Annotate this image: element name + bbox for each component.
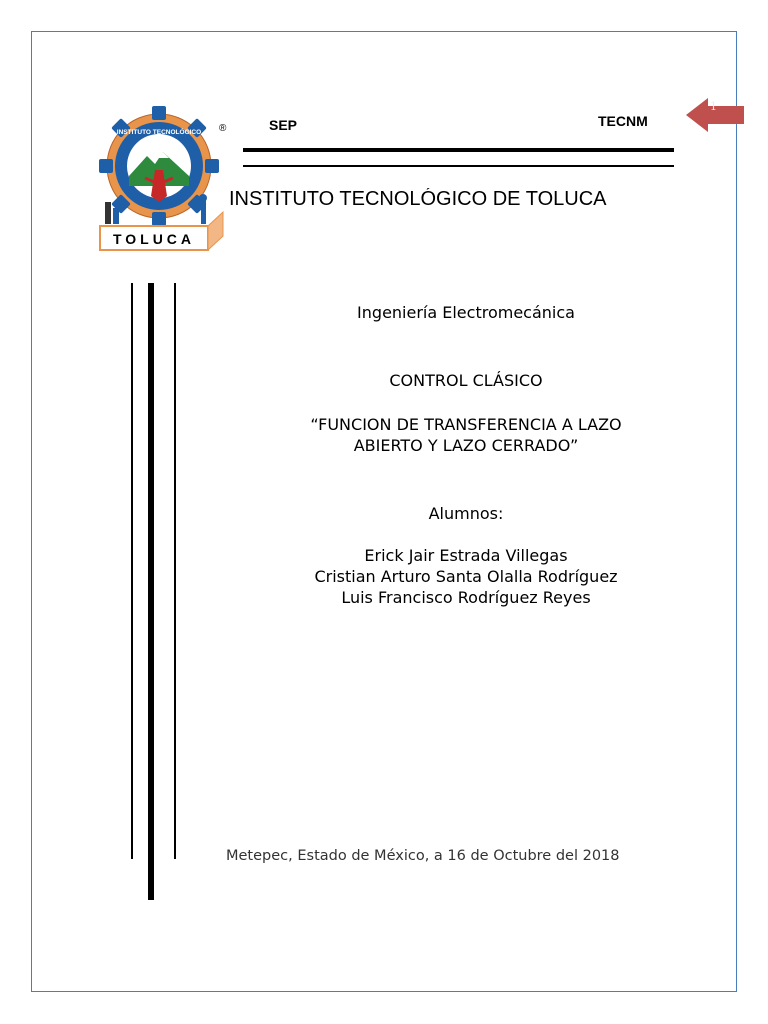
header-thick-rule bbox=[243, 148, 674, 152]
topic-line-2: ABIERTO Y LAZO CERRADO” bbox=[353, 436, 579, 455]
student-name: Erick Jair Estrada Villegas bbox=[364, 546, 568, 565]
toluca-institute-logo bbox=[97, 104, 232, 254]
left-thin-rule bbox=[131, 283, 133, 859]
page-marker-number: 1 bbox=[710, 100, 717, 113]
place-and-date: Metepec, Estado de México, a 16 de Octubre del 2018 bbox=[226, 848, 620, 864]
students-list bbox=[281, 545, 651, 608]
svg-text:INSTITUTO TECNOLÓGICO: INSTITUTO TECNOLÓGICO bbox=[116, 129, 202, 136]
right-thin-rule bbox=[174, 283, 176, 859]
registered-mark: ® bbox=[219, 123, 227, 134]
tecnm-label: TECNM bbox=[598, 113, 648, 129]
topic-line-1: “FUNCION DE TRANSFERENCIA A LAZO bbox=[310, 415, 622, 434]
student-name: Luis Francisco Rodríguez Reyes bbox=[341, 588, 591, 607]
topic-title bbox=[281, 414, 651, 456]
sep-label: SEP bbox=[269, 117, 298, 133]
institute-name: INSTITUTO TECNOLÓGICO DE TOLUCA bbox=[229, 188, 607, 210]
left-thick-rule bbox=[148, 283, 154, 900]
svg-text:TOLUCA: TOLUCA bbox=[112, 231, 196, 247]
career-name: Ingeniería Electromecánica bbox=[357, 303, 575, 322]
subject-name: CONTROL CLÁSICO bbox=[389, 371, 543, 390]
students-label: Alumnos: bbox=[428, 504, 504, 523]
header-thin-rule bbox=[243, 165, 674, 167]
student-name: Cristian Arturo Santa Olalla Rodríguez bbox=[314, 567, 618, 586]
